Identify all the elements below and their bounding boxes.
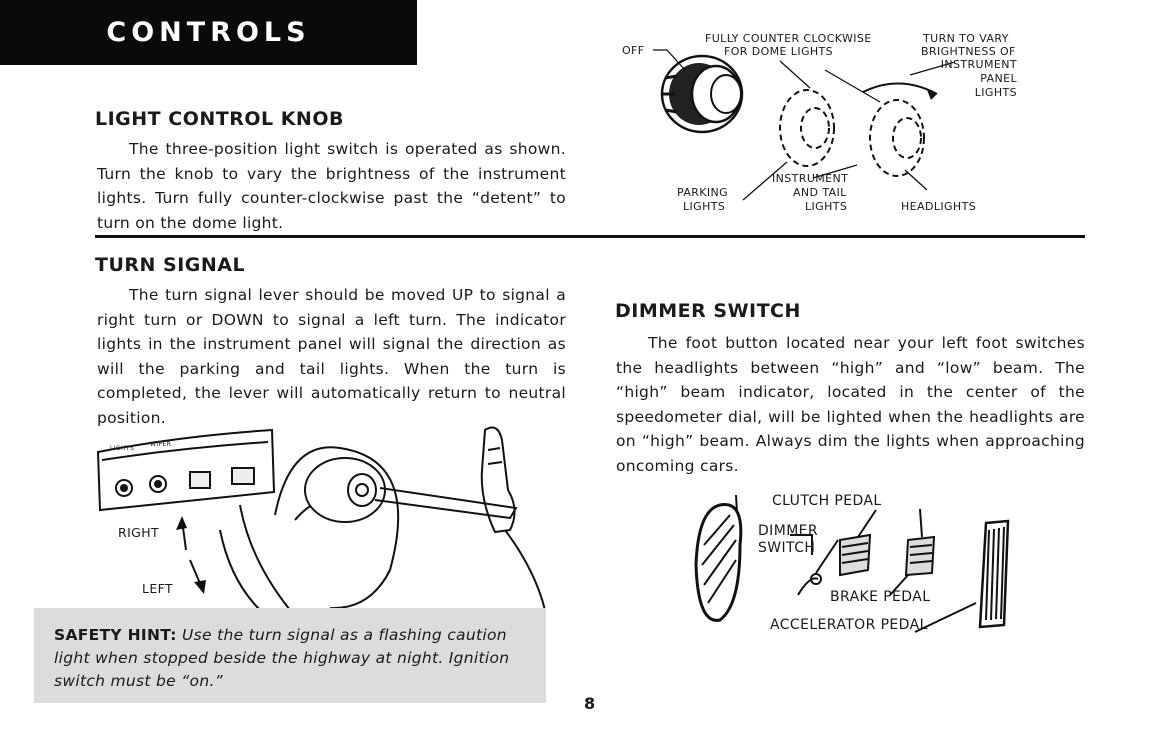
label-instrument-tail-line3: LIGHTS [805,200,848,213]
label-dome-line1: FULLY COUNTER CLOCKWISE [705,32,872,45]
banner-title: CONTROLS [106,17,311,48]
dimmer-switch-heading: DIMMER SWITCH [615,300,801,322]
label-right: RIGHT [118,525,160,540]
label-off: OFF [622,44,645,57]
label-brightness-line3: INSTRUMENT [940,58,1017,71]
safety-hint-label: SAFETY HINT: [54,626,177,644]
label-brightness-line2: BRIGHTNESS OF [921,45,1016,58]
label-instrument-tail-line2: AND TAIL [793,186,847,199]
accelerator-pedal [980,521,1008,627]
label-headlights: HEADLIGHTS [901,200,977,213]
section-divider [95,235,1085,238]
label-brake-pedal: BRAKE PEDAL [830,589,931,605]
floor-mat [696,505,741,621]
label-left: LEFT [142,581,174,596]
label-dome-line2: FOR DOME LIGHTS [724,45,834,58]
knob-off-position [662,56,742,132]
safety-hint-text: Use the turn signal as a flashing caution light when stopped beside the highway at night. Ignition switch must be “on.” [54,626,510,690]
light-control-body: The three-position light switch is operated as shown. Turn the knob to vary the brightness of the instrument lights. Turn fully counter-clockwise past the “detent” to turn on the dome light. [97,140,566,232]
safety-hint-box [34,608,546,703]
label-instrument-tail-line1: INSTRUMENT [772,172,849,185]
label-dimmer-line2: SWITCH [758,540,816,556]
label-clutch-pedal: CLUTCH PEDAL [772,493,882,509]
section-banner [0,0,417,65]
light-control-heading: LIGHT CONTROL KNOB [95,108,344,130]
turn-signal-diagram [90,420,550,610]
label-wiper-panel: WIPER [150,441,172,448]
page-number: 8 [584,694,596,713]
pedal-diagram [690,485,1030,645]
clutch-pedal [840,510,876,575]
label-dimmer-line1: DIMMER [758,523,819,539]
rotation-arrow [863,83,937,94]
turn-signal-heading: TURN SIGNAL [95,254,246,276]
light-switch-diagram [615,30,1085,220]
label-brightness-line1: TURN TO VARY [923,32,1009,45]
label-accelerator-pedal: ACCELERATOR PEDAL [770,617,928,633]
label-brightness-line4: PANEL [980,72,1017,85]
brake-pedal [906,509,934,575]
label-parking-line1: PARKING [677,186,729,199]
knob-instrument-position [780,90,834,166]
dimmer-switch-body: The foot button located near your left foot switches the headlights between “high” and “low” beam. The “high” beam indicator, located in the center of the speedometer dial, will be lighted when the headlights are on “high” beam. Always dim the lights when approaching oncoming cars. [616,334,1085,475]
knob-headlight-position [870,100,924,176]
label-lights-panel: LIGHTS [110,445,135,452]
label-parking-line2: LIGHTS [683,200,726,213]
turn-signal-body: The turn signal lever should be moved UP to signal a right turn or DOWN to signal a left turn. The indicator lights in the instrument panel will signal the direction as will the parking and tail lights. When the turn is completed, the lever will automatically return to neutral position. [97,286,566,427]
label-brightness-line5: LIGHTS [974,86,1017,99]
